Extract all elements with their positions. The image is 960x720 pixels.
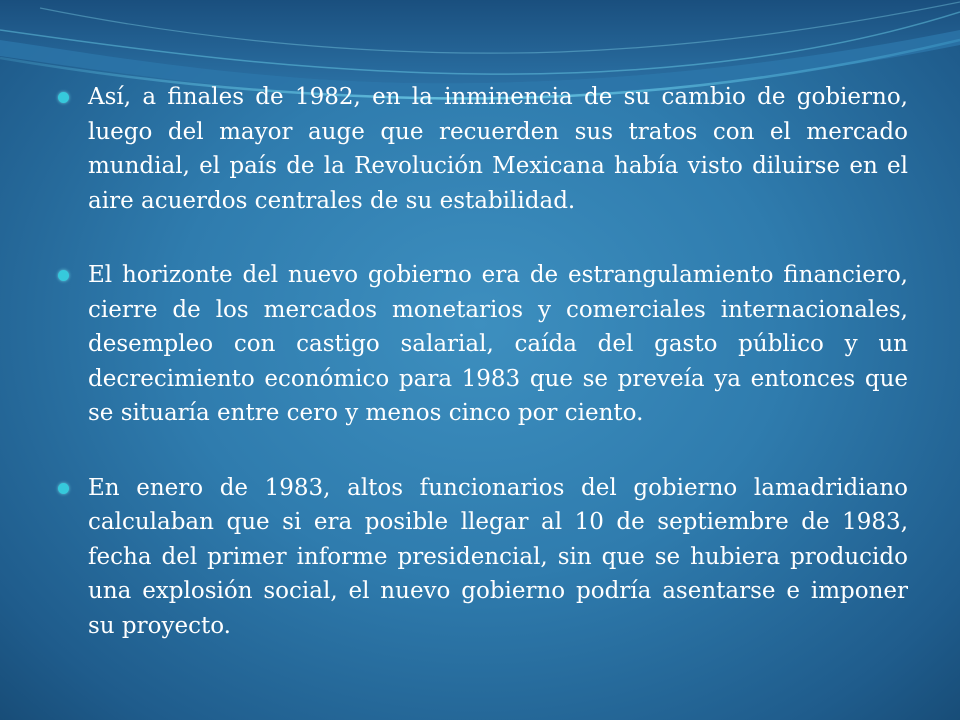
bullet-text: El horizonte del nuevo gobierno era de estrangulamiento financiero, cierre de los mercados monetarios y comerciales internacionales, desempleo con castigo salarial, caída del gasto público y un decrecimiento económico para 1983 que se preveía ya entonces que se situaría entre cero y menos cinco por ciento. [88, 262, 908, 426]
bullet-item-3 [58, 471, 908, 644]
bullet-dot-icon [58, 483, 69, 494]
bullet-dot-icon [58, 92, 69, 103]
bullet-dot-icon [58, 270, 69, 281]
bullet-text: Así, a finales de 1982, en la inminencia de su cambio de gobierno, luego del mayor auge que recuerden sus tratos con el mercado mundial, el país de la Revolución Mexicana había visto diluirse en el aire acuerdos centrales de su estabilidad. [88, 84, 908, 214]
bullet-item-2 [58, 258, 908, 431]
bullet-item-1 [58, 80, 908, 218]
bullet-text: En enero de 1983, altos funcionarios del gobierno lamadridiano calculaban que si era posible llegar al 10 de septiembre de 1983, fecha del primer informe presidencial, sin que se hubiera producido una explosión social, el nuevo gobierno podría asentarse e imponer su proyecto. [88, 474, 908, 639]
bullet-list [58, 80, 908, 683]
